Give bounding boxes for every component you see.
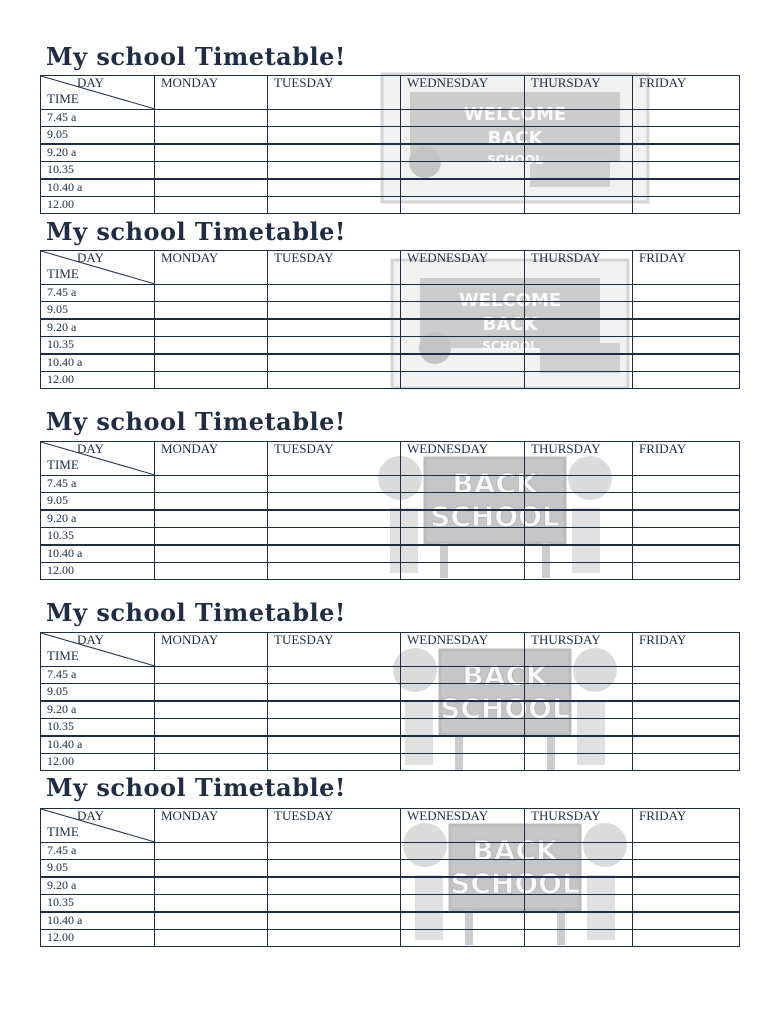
lesson-cell[interactable]	[268, 736, 401, 754]
day-time-corner-cell	[41, 809, 155, 843]
lesson-cell[interactable]	[268, 860, 401, 878]
time-cell: 10.40 a	[41, 354, 155, 372]
time-label: TIME	[47, 266, 79, 281]
time-cell: 7.45 a	[41, 110, 155, 127]
lesson-cell[interactable]	[401, 545, 525, 563]
watermark-text: BACK	[482, 314, 538, 335]
lesson-cell[interactable]	[155, 319, 268, 337]
lesson-cell[interactable]	[155, 930, 268, 947]
lesson-cell[interactable]	[268, 667, 401, 684]
time-row	[41, 476, 740, 493]
day-header: THURSDAY	[525, 809, 633, 843]
time-cell: 9.05	[41, 684, 155, 702]
day-header: MONDAY	[155, 76, 268, 110]
lesson-cell[interactable]	[401, 754, 525, 771]
lesson-cell[interactable]	[155, 736, 268, 754]
day-time-corner-cell	[41, 76, 155, 110]
lesson-cell[interactable]	[401, 302, 525, 320]
lesson-cell[interactable]	[268, 877, 401, 895]
lesson-cell[interactable]	[268, 510, 401, 528]
day-header: MONDAY	[155, 251, 268, 285]
time-row	[41, 701, 740, 719]
time-row	[41, 912, 740, 930]
day-time-corner-cell	[41, 442, 155, 476]
lesson-cell[interactable]	[268, 843, 401, 860]
lesson-cell[interactable]	[401, 110, 525, 127]
time-cell: 9.20 a	[41, 877, 155, 895]
time-row	[41, 127, 740, 145]
timetable-title: My school Timetable!	[46, 42, 346, 71]
lesson-cell[interactable]	[633, 930, 740, 947]
lesson-cell[interactable]	[155, 476, 268, 493]
time-row	[41, 110, 740, 127]
time-cell: 10.35	[41, 162, 155, 180]
time-label: TIME	[47, 824, 79, 839]
lesson-cell[interactable]	[525, 667, 633, 684]
time-row	[41, 528, 740, 546]
lesson-cell[interactable]	[633, 701, 740, 719]
day-header: FRIDAY	[633, 809, 740, 843]
time-row	[41, 719, 740, 737]
timetable-title: My school Timetable!	[46, 773, 346, 802]
time-row	[41, 843, 740, 860]
lesson-cell[interactable]	[268, 302, 401, 320]
watermark-text: BACK	[487, 128, 543, 149]
day-label: DAY	[77, 808, 104, 823]
lesson-cell[interactable]	[633, 127, 740, 145]
day-header: WEDNESDAY	[401, 442, 525, 476]
watermark-text: BACK	[472, 834, 558, 867]
lesson-cell[interactable]	[155, 285, 268, 302]
lesson-cell[interactable]	[155, 493, 268, 511]
time-label: TIME	[47, 648, 79, 663]
time-row	[41, 493, 740, 511]
watermark-text: SCHOOL	[482, 339, 538, 353]
lesson-cell[interactable]	[633, 285, 740, 302]
lesson-cell[interactable]	[525, 179, 633, 197]
time-row	[41, 736, 740, 754]
lesson-cell[interactable]	[633, 110, 740, 127]
day-header: THURSDAY	[525, 251, 633, 285]
time-label: TIME	[47, 91, 79, 106]
watermark-text: WELCOME	[458, 290, 562, 311]
day-header: MONDAY	[155, 442, 268, 476]
day-header: WEDNESDAY	[401, 809, 525, 843]
lesson-cell[interactable]	[633, 197, 740, 214]
lesson-cell[interactable]	[268, 754, 401, 771]
lesson-cell[interactable]	[633, 719, 740, 737]
time-cell: 10.40 a	[41, 912, 155, 930]
lesson-cell[interactable]	[401, 684, 525, 702]
time-row	[41, 319, 740, 337]
day-time-corner-cell	[41, 633, 155, 667]
lesson-cell[interactable]	[633, 736, 740, 754]
time-cell: 7.45 a	[41, 476, 155, 493]
time-label: TIME	[47, 457, 79, 472]
lesson-cell[interactable]	[155, 667, 268, 684]
lesson-cell[interactable]	[633, 162, 740, 180]
lesson-cell[interactable]	[525, 372, 633, 389]
lesson-cell[interactable]	[268, 127, 401, 145]
lesson-cell[interactable]	[155, 563, 268, 580]
time-cell: 9.20 a	[41, 319, 155, 337]
watermark-text: SCHOOL	[430, 500, 560, 533]
lesson-cell[interactable]	[268, 719, 401, 737]
time-cell: 10.40 a	[41, 545, 155, 563]
time-cell: 7.45 a	[41, 667, 155, 684]
lesson-cell[interactable]	[525, 860, 633, 878]
time-row	[41, 684, 740, 702]
time-row	[41, 302, 740, 320]
day-header: MONDAY	[155, 809, 268, 843]
lesson-cell[interactable]	[525, 110, 633, 127]
time-row	[41, 510, 740, 528]
lesson-cell[interactable]	[155, 719, 268, 737]
lesson-cell[interactable]	[633, 510, 740, 528]
lesson-cell[interactable]	[401, 510, 525, 528]
time-cell: 12.00	[41, 563, 155, 580]
lesson-cell[interactable]	[401, 476, 525, 493]
time-cell: 10.35	[41, 895, 155, 913]
lesson-cell[interactable]	[401, 860, 525, 878]
lesson-cell[interactable]	[525, 197, 633, 214]
lesson-cell[interactable]	[633, 563, 740, 580]
timetable-grid	[40, 250, 740, 389]
lesson-cell[interactable]	[525, 528, 633, 546]
lesson-cell[interactable]	[155, 127, 268, 145]
day-header: TUESDAY	[268, 633, 401, 667]
time-cell: 10.35	[41, 719, 155, 737]
time-cell: 10.35	[41, 528, 155, 546]
lesson-cell[interactable]	[268, 528, 401, 546]
lesson-cell[interactable]	[401, 736, 525, 754]
lesson-cell[interactable]	[525, 285, 633, 302]
lesson-cell[interactable]	[401, 319, 525, 337]
time-cell: 7.45 a	[41, 285, 155, 302]
lesson-cell[interactable]	[525, 563, 633, 580]
lesson-cell[interactable]	[401, 197, 525, 214]
timetable-grid	[40, 441, 740, 580]
lesson-cell[interactable]	[268, 476, 401, 493]
lesson-cell[interactable]	[155, 843, 268, 860]
lesson-cell[interactable]	[401, 144, 525, 162]
lesson-cell[interactable]	[268, 179, 401, 197]
lesson-cell[interactable]	[633, 667, 740, 684]
time-cell: 10.35	[41, 337, 155, 355]
lesson-cell[interactable]	[633, 319, 740, 337]
time-cell: 12.00	[41, 372, 155, 389]
timetable-grid	[40, 808, 740, 947]
lesson-cell[interactable]	[525, 545, 633, 563]
lesson-cell[interactable]	[268, 354, 401, 372]
lesson-cell[interactable]	[155, 545, 268, 563]
lesson-cell[interactable]	[155, 895, 268, 913]
lesson-cell[interactable]	[525, 127, 633, 145]
lesson-cell[interactable]	[401, 528, 525, 546]
watermark-text: BACK	[452, 467, 538, 500]
lesson-cell[interactable]	[633, 912, 740, 930]
lesson-cell[interactable]	[401, 912, 525, 930]
lesson-cell[interactable]	[633, 528, 740, 546]
lesson-cell[interactable]	[633, 179, 740, 197]
time-row	[41, 162, 740, 180]
lesson-cell[interactable]	[155, 354, 268, 372]
lesson-cell[interactable]	[401, 127, 525, 145]
watermark-text: SCHOOL	[440, 692, 570, 725]
timetable-title: My school Timetable!	[46, 217, 346, 246]
time-row	[41, 372, 740, 389]
day-label: DAY	[77, 75, 104, 90]
lesson-cell[interactable]	[155, 372, 268, 389]
time-row	[41, 563, 740, 580]
lesson-cell[interactable]	[525, 930, 633, 947]
time-cell: 12.00	[41, 930, 155, 947]
lesson-cell[interactable]	[155, 337, 268, 355]
day-label: DAY	[77, 632, 104, 647]
day-header: MONDAY	[155, 633, 268, 667]
time-cell: 12.00	[41, 197, 155, 214]
header-row	[41, 76, 740, 110]
lesson-cell[interactable]	[633, 877, 740, 895]
lesson-cell[interactable]	[525, 354, 633, 372]
lesson-cell[interactable]	[525, 476, 633, 493]
lesson-cell[interactable]	[155, 162, 268, 180]
lesson-cell[interactable]	[401, 701, 525, 719]
lesson-cell[interactable]	[525, 719, 633, 737]
time-cell: 12.00	[41, 754, 155, 771]
lesson-cell[interactable]	[268, 337, 401, 355]
header-row	[41, 809, 740, 843]
time-cell: 9.20 a	[41, 701, 155, 719]
lesson-cell[interactable]	[155, 302, 268, 320]
lesson-cell[interactable]	[633, 476, 740, 493]
day-time-corner-cell	[41, 251, 155, 285]
lesson-cell[interactable]	[633, 354, 740, 372]
lesson-cell[interactable]	[401, 337, 525, 355]
time-row	[41, 930, 740, 947]
lesson-cell[interactable]	[268, 285, 401, 302]
lesson-cell[interactable]	[155, 912, 268, 930]
lesson-cell[interactable]	[155, 197, 268, 214]
day-header: TUESDAY	[268, 809, 401, 843]
time-row	[41, 895, 740, 913]
lesson-cell[interactable]	[155, 877, 268, 895]
lesson-cell[interactable]	[401, 563, 525, 580]
time-cell: 9.05	[41, 860, 155, 878]
timetable-grid	[40, 632, 740, 771]
day-header: THURSDAY	[525, 442, 633, 476]
time-row	[41, 197, 740, 214]
lesson-cell[interactable]	[268, 895, 401, 913]
time-row	[41, 144, 740, 162]
lesson-cell[interactable]	[633, 144, 740, 162]
time-row	[41, 860, 740, 878]
lesson-cell[interactable]	[525, 877, 633, 895]
watermark-text: WELCOME	[463, 104, 567, 125]
timetable-title: My school Timetable!	[46, 407, 346, 436]
lesson-cell[interactable]	[633, 493, 740, 511]
lesson-cell[interactable]	[268, 162, 401, 180]
header-row	[41, 251, 740, 285]
lesson-cell[interactable]	[525, 912, 633, 930]
lesson-cell[interactable]	[401, 877, 525, 895]
lesson-cell[interactable]	[155, 701, 268, 719]
lesson-cell[interactable]	[633, 302, 740, 320]
day-header: THURSDAY	[525, 633, 633, 667]
lesson-cell[interactable]	[633, 684, 740, 702]
time-row	[41, 337, 740, 355]
lesson-cell[interactable]	[633, 337, 740, 355]
lesson-cell[interactable]	[155, 684, 268, 702]
header-row	[41, 442, 740, 476]
lesson-cell[interactable]	[401, 719, 525, 737]
watermark-text: BACK	[462, 659, 548, 692]
watermark-text: SCHOOL	[450, 867, 580, 900]
lesson-cell[interactable]	[268, 701, 401, 719]
day-header: FRIDAY	[633, 76, 740, 110]
time-cell: 9.05	[41, 127, 155, 145]
lesson-cell[interactable]	[268, 684, 401, 702]
lesson-cell[interactable]	[155, 754, 268, 771]
lesson-cell[interactable]	[633, 754, 740, 771]
timetable-grid	[40, 75, 740, 214]
day-header: THURSDAY	[525, 76, 633, 110]
day-label: DAY	[77, 250, 104, 265]
day-label: DAY	[77, 441, 104, 456]
lesson-cell[interactable]	[401, 493, 525, 511]
lesson-cell[interactable]	[268, 319, 401, 337]
day-header: TUESDAY	[268, 76, 401, 110]
time-cell: 9.05	[41, 493, 155, 511]
time-cell: 10.40 a	[41, 736, 155, 754]
day-header: WEDNESDAY	[401, 76, 525, 110]
lesson-cell[interactable]	[525, 144, 633, 162]
lesson-cell[interactable]	[155, 510, 268, 528]
lesson-cell[interactable]	[268, 545, 401, 563]
lesson-cell[interactable]	[401, 162, 525, 180]
lesson-cell[interactable]	[525, 754, 633, 771]
time-row	[41, 754, 740, 771]
time-cell: 7.45 a	[41, 843, 155, 860]
lesson-cell[interactable]	[525, 493, 633, 511]
lesson-cell[interactable]	[155, 860, 268, 878]
timetable-title: My school Timetable!	[46, 598, 346, 627]
lesson-cell[interactable]	[268, 930, 401, 947]
time-row	[41, 545, 740, 563]
lesson-cell[interactable]	[525, 684, 633, 702]
day-header: WEDNESDAY	[401, 633, 525, 667]
lesson-cell[interactable]	[268, 110, 401, 127]
lesson-cell[interactable]	[401, 895, 525, 913]
lesson-cell[interactable]	[401, 372, 525, 389]
lesson-cell[interactable]	[155, 144, 268, 162]
lesson-cell[interactable]	[525, 895, 633, 913]
lesson-cell[interactable]	[525, 302, 633, 320]
lesson-cell[interactable]	[401, 843, 525, 860]
lesson-cell[interactable]	[633, 372, 740, 389]
lesson-cell[interactable]	[268, 563, 401, 580]
lesson-cell[interactable]	[525, 510, 633, 528]
lesson-cell[interactable]	[525, 162, 633, 180]
watermark-text: SCHOOL	[487, 153, 543, 167]
lesson-cell[interactable]	[155, 528, 268, 546]
day-header: FRIDAY	[633, 633, 740, 667]
time-row	[41, 179, 740, 197]
lesson-cell[interactable]	[525, 701, 633, 719]
lesson-cell[interactable]	[401, 179, 525, 197]
lesson-cell[interactable]	[268, 912, 401, 930]
lesson-cell[interactable]	[525, 736, 633, 754]
lesson-cell[interactable]	[633, 860, 740, 878]
day-header: FRIDAY	[633, 251, 740, 285]
time-cell: 9.05	[41, 302, 155, 320]
lesson-cell[interactable]	[401, 667, 525, 684]
lesson-cell[interactable]	[268, 493, 401, 511]
day-header: TUESDAY	[268, 442, 401, 476]
time-cell: 10.40 a	[41, 179, 155, 197]
lesson-cell[interactable]	[525, 337, 633, 355]
lesson-cell[interactable]	[401, 354, 525, 372]
day-header: TUESDAY	[268, 251, 401, 285]
lesson-cell[interactable]	[155, 110, 268, 127]
day-header: WEDNESDAY	[401, 251, 525, 285]
lesson-cell[interactable]	[633, 545, 740, 563]
lesson-cell[interactable]	[268, 144, 401, 162]
lesson-cell[interactable]	[633, 843, 740, 860]
lesson-cell[interactable]	[268, 372, 401, 389]
lesson-cell[interactable]	[525, 319, 633, 337]
time-row	[41, 667, 740, 684]
lesson-cell[interactable]	[401, 285, 525, 302]
lesson-cell[interactable]	[401, 930, 525, 947]
header-row	[41, 633, 740, 667]
time-row	[41, 285, 740, 302]
time-cell: 9.20 a	[41, 144, 155, 162]
lesson-cell[interactable]	[633, 895, 740, 913]
time-cell: 9.20 a	[41, 510, 155, 528]
time-row	[41, 354, 740, 372]
lesson-cell[interactable]	[268, 197, 401, 214]
time-row	[41, 877, 740, 895]
lesson-cell[interactable]	[155, 179, 268, 197]
day-header: FRIDAY	[633, 442, 740, 476]
lesson-cell[interactable]	[525, 843, 633, 860]
